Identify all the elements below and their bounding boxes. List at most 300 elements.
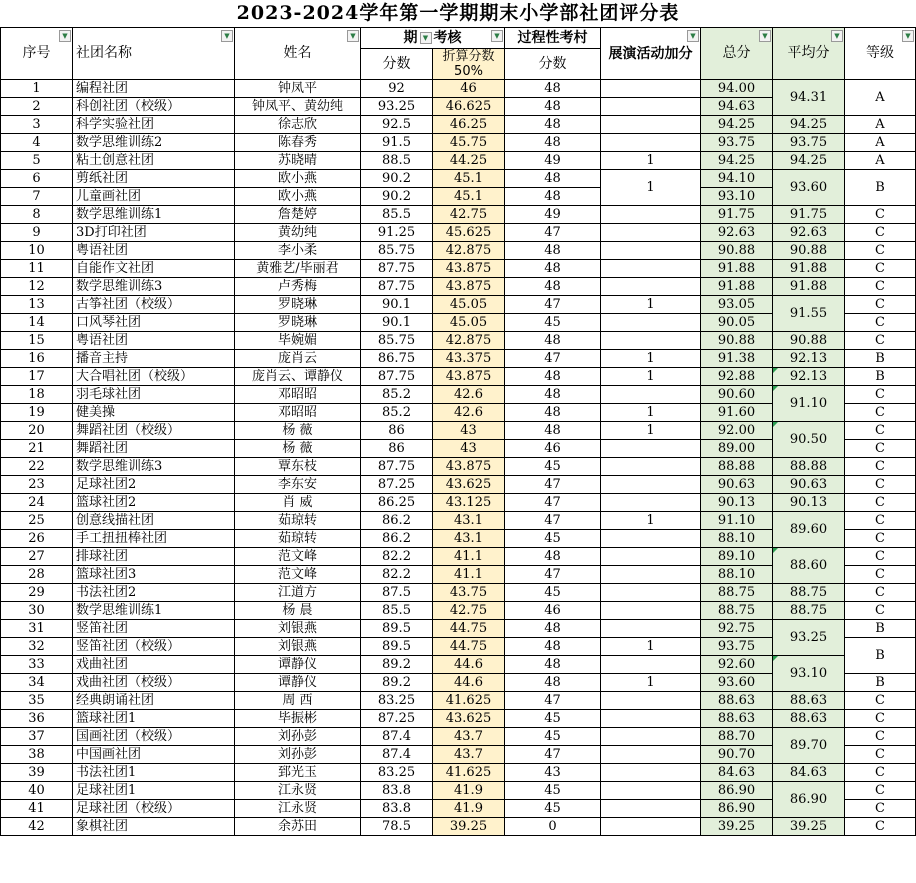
cell-process[interactable]: 47 xyxy=(505,746,601,764)
cell-grade[interactable]: C xyxy=(845,566,916,584)
cell-converted[interactable]: 43.875 xyxy=(433,458,505,476)
cell-total[interactable]: 94.63 xyxy=(701,98,773,116)
filter-dropdown-icon[interactable]: ▼ xyxy=(221,30,233,42)
cell-bonus[interactable] xyxy=(601,530,701,548)
cell-converted[interactable]: 44.6 xyxy=(433,656,505,674)
cell-name[interactable]: 毕婉媚 xyxy=(235,332,361,350)
cell-converted[interactable]: 43.1 xyxy=(433,530,505,548)
cell-grade[interactable]: C xyxy=(845,260,916,278)
cell-total[interactable]: 93.75 xyxy=(701,638,773,656)
cell-seq[interactable]: 36 xyxy=(1,710,73,728)
cell-club[interactable]: 竖笛社团（校级） xyxy=(73,638,235,656)
cell-total[interactable]: 92.88 xyxy=(701,368,773,386)
cell-bonus[interactable]: 1 xyxy=(601,170,701,206)
cell-avg[interactable] xyxy=(773,512,845,548)
header-grade[interactable] xyxy=(845,28,916,80)
cell-process[interactable]: 48 xyxy=(505,548,601,566)
cell-seq[interactable]: 19 xyxy=(1,404,73,422)
cell-club[interactable]: 中国画社团 xyxy=(73,746,235,764)
header-name[interactable] xyxy=(235,28,361,80)
cell-seq[interactable]: 16 xyxy=(1,350,73,368)
cell-seq[interactable]: 10 xyxy=(1,242,73,260)
cell-club[interactable]: 书法社团2 xyxy=(73,584,235,602)
cell-process[interactable]: 48 xyxy=(505,242,601,260)
cell-converted[interactable]: 43.1 xyxy=(433,512,505,530)
cell-bonus[interactable] xyxy=(601,206,701,224)
cell-grade[interactable]: C xyxy=(845,602,916,620)
cell-bonus[interactable] xyxy=(601,332,701,350)
cell-process[interactable]: 48 xyxy=(505,170,601,188)
filter-dropdown-icon[interactable]: ▼ xyxy=(420,32,432,44)
cell-score[interactable]: 89.2 xyxy=(361,656,433,674)
cell-club[interactable]: 剪纸社团 xyxy=(73,170,235,188)
cell-seq[interactable]: 34 xyxy=(1,674,73,692)
cell-converted[interactable]: 45.625 xyxy=(433,224,505,242)
cell-club[interactable]: 古筝社团（校级） xyxy=(73,296,235,314)
cell-grade[interactable]: B xyxy=(845,620,916,638)
cell-process[interactable]: 45 xyxy=(505,710,601,728)
cell-seq[interactable]: 31 xyxy=(1,620,73,638)
cell-bonus[interactable] xyxy=(601,800,701,818)
cell-grade[interactable]: C xyxy=(845,386,916,404)
cell-process[interactable]: 48 xyxy=(505,368,601,386)
cell-club[interactable]: 篮球社团1 xyxy=(73,710,235,728)
cell-score[interactable]: 89.2 xyxy=(361,674,433,692)
cell-process[interactable]: 48 xyxy=(505,386,601,404)
cell-score[interactable]: 86.75 xyxy=(361,350,433,368)
cell-bonus[interactable] xyxy=(601,764,701,782)
cell-process[interactable]: 48 xyxy=(505,674,601,692)
cell-club[interactable]: 国画社团（校级） xyxy=(73,728,235,746)
cell-score[interactable]: 93.25 xyxy=(361,98,433,116)
cell-club[interactable]: 竖笛社团 xyxy=(73,620,235,638)
cell-total[interactable]: 89.00 xyxy=(701,440,773,458)
cell-seq[interactable]: 30 xyxy=(1,602,73,620)
cell-name[interactable]: 庞肖云 xyxy=(235,350,361,368)
cell-grade[interactable]: C xyxy=(845,296,916,314)
cell-name[interactable]: 茹琼转 xyxy=(235,530,361,548)
cell-total[interactable]: 90.70 xyxy=(701,746,773,764)
cell-club[interactable]: 手工扭扭棒社团 xyxy=(73,530,235,548)
cell-total[interactable]: 84.63 xyxy=(701,764,773,782)
cell-bonus[interactable]: 1 xyxy=(601,512,701,530)
cell-seq[interactable]: 37 xyxy=(1,728,73,746)
cell-avg[interactable] xyxy=(773,242,845,260)
cell-grade[interactable]: B xyxy=(845,638,916,674)
cell-bonus[interactable]: 1 xyxy=(601,296,701,314)
cell-score[interactable]: 85.75 xyxy=(361,332,433,350)
header-club[interactable] xyxy=(73,28,235,80)
cell-total[interactable]: 86.90 xyxy=(701,782,773,800)
header-avg[interactable] xyxy=(773,28,845,80)
cell-name[interactable]: 刘银燕 xyxy=(235,620,361,638)
cell-club[interactable]: 舞蹈社团（校级） xyxy=(73,422,235,440)
cell-bonus[interactable] xyxy=(601,620,701,638)
cell-converted[interactable]: 43.625 xyxy=(433,710,505,728)
cell-grade[interactable]: C xyxy=(845,440,916,458)
cell-total[interactable]: 93.75 xyxy=(701,134,773,152)
cell-score[interactable]: 78.5 xyxy=(361,818,433,836)
cell-avg[interactable] xyxy=(773,584,845,602)
cell-club[interactable]: 数学思维训练3 xyxy=(73,458,235,476)
cell-score[interactable]: 87.4 xyxy=(361,746,433,764)
cell-name[interactable]: 卢秀梅 xyxy=(235,278,361,296)
cell-seq[interactable]: 9 xyxy=(1,224,73,242)
cell-total[interactable]: 89.10 xyxy=(701,548,773,566)
cell-converted[interactable]: 42.75 xyxy=(433,206,505,224)
cell-process[interactable]: 47 xyxy=(505,224,601,242)
cell-name[interactable]: 范文峰 xyxy=(235,548,361,566)
cell-club[interactable]: 象棋社团 xyxy=(73,818,235,836)
cell-score[interactable]: 87.75 xyxy=(361,260,433,278)
cell-score[interactable]: 83.8 xyxy=(361,800,433,818)
cell-seq[interactable]: 6 xyxy=(1,170,73,188)
cell-avg[interactable] xyxy=(773,368,845,386)
cell-converted[interactable]: 42.875 xyxy=(433,332,505,350)
cell-avg[interactable] xyxy=(773,692,845,710)
cell-total[interactable]: 88.75 xyxy=(701,602,773,620)
cell-total[interactable]: 93.60 xyxy=(701,674,773,692)
cell-converted[interactable]: 42.875 xyxy=(433,242,505,260)
cell-grade[interactable]: C xyxy=(845,800,916,818)
cell-bonus[interactable] xyxy=(601,440,701,458)
cell-bonus[interactable] xyxy=(601,458,701,476)
cell-grade[interactable]: C xyxy=(845,764,916,782)
cell-seq[interactable]: 22 xyxy=(1,458,73,476)
cell-bonus[interactable] xyxy=(601,476,701,494)
cell-process[interactable]: 45 xyxy=(505,458,601,476)
cell-name[interactable]: 范文峰 xyxy=(235,566,361,584)
cell-seq[interactable]: 24 xyxy=(1,494,73,512)
cell-bonus[interactable] xyxy=(601,242,701,260)
cell-bonus[interactable]: 1 xyxy=(601,638,701,656)
cell-total[interactable]: 94.10 xyxy=(701,170,773,188)
cell-bonus[interactable] xyxy=(601,278,701,296)
cell-avg[interactable] xyxy=(773,620,845,656)
cell-converted[interactable]: 43.875 xyxy=(433,278,505,296)
cell-name[interactable]: 茹琼转 xyxy=(235,512,361,530)
cell-grade[interactable]: C xyxy=(845,512,916,530)
cell-process[interactable]: 48 xyxy=(505,116,601,134)
cell-converted[interactable]: 43 xyxy=(433,422,505,440)
cell-seq[interactable]: 3 xyxy=(1,116,73,134)
filter-dropdown-icon[interactable]: ▼ xyxy=(759,30,771,42)
cell-seq[interactable]: 1 xyxy=(1,80,73,98)
cell-score[interactable]: 89.5 xyxy=(361,620,433,638)
cell-club[interactable]: 羽毛球社团 xyxy=(73,386,235,404)
cell-process[interactable]: 48 xyxy=(505,620,601,638)
cell-process[interactable]: 49 xyxy=(505,206,601,224)
cell-avg[interactable] xyxy=(773,476,845,494)
cell-club[interactable]: 足球社团1 xyxy=(73,782,235,800)
cell-bonus[interactable]: 1 xyxy=(601,404,701,422)
cell-total[interactable]: 93.10 xyxy=(701,188,773,206)
cell-name[interactable]: 钟凤平、黄幼纯 xyxy=(235,98,361,116)
cell-total[interactable]: 91.88 xyxy=(701,260,773,278)
cell-process[interactable]: 48 xyxy=(505,638,601,656)
cell-converted[interactable]: 41.625 xyxy=(433,764,505,782)
cell-process[interactable]: 45 xyxy=(505,782,601,800)
cell-grade[interactable]: C xyxy=(845,458,916,476)
cell-club[interactable]: 编程社团 xyxy=(73,80,235,98)
cell-converted[interactable]: 39.25 xyxy=(433,818,505,836)
cell-score[interactable]: 88.5 xyxy=(361,152,433,170)
cell-club[interactable]: 舞蹈社团 xyxy=(73,440,235,458)
cell-bonus[interactable] xyxy=(601,566,701,584)
cell-grade[interactable]: C xyxy=(845,404,916,422)
cell-name[interactable]: 江永贤 xyxy=(235,800,361,818)
cell-total[interactable]: 88.10 xyxy=(701,566,773,584)
cell-avg[interactable] xyxy=(773,710,845,728)
cell-club[interactable]: 健美操 xyxy=(73,404,235,422)
cell-process[interactable]: 45 xyxy=(505,530,601,548)
header-total[interactable] xyxy=(701,28,773,80)
cell-bonus[interactable] xyxy=(601,98,701,116)
cell-name[interactable]: 徐志欣 xyxy=(235,116,361,134)
cell-score[interactable]: 87.4 xyxy=(361,728,433,746)
cell-process[interactable]: 48 xyxy=(505,404,601,422)
cell-club[interactable]: 粘土创意社团 xyxy=(73,152,235,170)
cell-name[interactable]: 庞肖云、谭静仪 xyxy=(235,368,361,386)
cell-total[interactable]: 90.88 xyxy=(701,332,773,350)
cell-seq[interactable]: 4 xyxy=(1,134,73,152)
cell-seq[interactable]: 12 xyxy=(1,278,73,296)
cell-name[interactable]: 江永贤 xyxy=(235,782,361,800)
cell-grade[interactable]: C xyxy=(845,278,916,296)
cell-name[interactable]: 邓昭昭 xyxy=(235,404,361,422)
cell-total[interactable]: 88.75 xyxy=(701,584,773,602)
cell-avg[interactable] xyxy=(773,170,845,206)
cell-name[interactable]: 刘孙彭 xyxy=(235,746,361,764)
cell-name[interactable]: 欧小燕 xyxy=(235,170,361,188)
cell-avg[interactable] xyxy=(773,782,845,818)
cell-process[interactable]: 48 xyxy=(505,656,601,674)
cell-name[interactable]: 覃东枝 xyxy=(235,458,361,476)
cell-process[interactable]: 45 xyxy=(505,584,601,602)
cell-bonus[interactable] xyxy=(601,386,701,404)
cell-score[interactable]: 91.25 xyxy=(361,224,433,242)
cell-bonus[interactable] xyxy=(601,692,701,710)
cell-club[interactable]: 数学思维训练1 xyxy=(73,206,235,224)
cell-name[interactable]: 李小柔 xyxy=(235,242,361,260)
cell-avg[interactable] xyxy=(773,386,845,422)
filter-dropdown-icon[interactable]: ▼ xyxy=(831,30,843,42)
cell-bonus[interactable] xyxy=(601,314,701,332)
cell-converted[interactable]: 42.6 xyxy=(433,404,505,422)
cell-name[interactable]: 欧小燕 xyxy=(235,188,361,206)
cell-avg[interactable] xyxy=(773,206,845,224)
filter-dropdown-icon[interactable]: ▼ xyxy=(902,30,914,42)
cell-converted[interactable]: 41.1 xyxy=(433,548,505,566)
cell-total[interactable]: 92.00 xyxy=(701,422,773,440)
cell-score[interactable]: 90.1 xyxy=(361,314,433,332)
cell-seq[interactable]: 29 xyxy=(1,584,73,602)
cell-total[interactable]: 92.60 xyxy=(701,656,773,674)
cell-grade[interactable]: C xyxy=(845,746,916,764)
cell-score[interactable]: 92.5 xyxy=(361,116,433,134)
cell-seq[interactable]: 42 xyxy=(1,818,73,836)
cell-avg[interactable] xyxy=(773,134,845,152)
cell-total[interactable]: 91.88 xyxy=(701,278,773,296)
cell-process[interactable]: 48 xyxy=(505,134,601,152)
cell-converted[interactable]: 42.75 xyxy=(433,602,505,620)
cell-seq[interactable]: 39 xyxy=(1,764,73,782)
cell-club[interactable]: 足球社团（校级） xyxy=(73,800,235,818)
cell-name[interactable]: 毕振彬 xyxy=(235,710,361,728)
cell-avg[interactable] xyxy=(773,818,845,836)
cell-avg[interactable] xyxy=(773,548,845,584)
cell-score[interactable]: 87.75 xyxy=(361,368,433,386)
cell-club[interactable]: 播音主持 xyxy=(73,350,235,368)
cell-total[interactable]: 88.88 xyxy=(701,458,773,476)
cell-bonus[interactable] xyxy=(601,134,701,152)
cell-converted[interactable]: 43.75 xyxy=(433,584,505,602)
cell-process[interactable]: 48 xyxy=(505,98,601,116)
cell-name[interactable]: 杨 晨 xyxy=(235,602,361,620)
cell-process[interactable]: 45 xyxy=(505,728,601,746)
cell-bonus[interactable] xyxy=(601,548,701,566)
cell-bonus[interactable] xyxy=(601,602,701,620)
cell-process[interactable]: 45 xyxy=(505,314,601,332)
cell-avg[interactable] xyxy=(773,224,845,242)
cell-score[interactable]: 86.25 xyxy=(361,494,433,512)
cell-grade[interactable]: C xyxy=(845,584,916,602)
cell-name[interactable]: 杨 薇 xyxy=(235,422,361,440)
cell-club[interactable]: 大合唱社团（校级） xyxy=(73,368,235,386)
cell-score[interactable]: 85.75 xyxy=(361,242,433,260)
cell-grade[interactable]: C xyxy=(845,728,916,746)
cell-score[interactable]: 86.2 xyxy=(361,512,433,530)
cell-club[interactable]: 口风琴社团 xyxy=(73,314,235,332)
cell-total[interactable]: 90.13 xyxy=(701,494,773,512)
cell-total[interactable]: 91.10 xyxy=(701,512,773,530)
cell-score[interactable]: 85.2 xyxy=(361,386,433,404)
cell-grade[interactable]: B xyxy=(845,350,916,368)
cell-seq[interactable]: 7 xyxy=(1,188,73,206)
cell-score[interactable]: 85.5 xyxy=(361,602,433,620)
cell-grade[interactable]: C xyxy=(845,692,916,710)
cell-grade[interactable]: A xyxy=(845,152,916,170)
cell-process[interactable]: 47 xyxy=(505,476,601,494)
cell-score[interactable]: 86 xyxy=(361,440,433,458)
cell-process[interactable]: 48 xyxy=(505,260,601,278)
cell-score[interactable]: 87.25 xyxy=(361,710,433,728)
cell-seq[interactable]: 8 xyxy=(1,206,73,224)
cell-seq[interactable]: 28 xyxy=(1,566,73,584)
cell-grade[interactable]: A xyxy=(845,116,916,134)
cell-total[interactable]: 94.25 xyxy=(701,116,773,134)
cell-bonus[interactable] xyxy=(601,656,701,674)
cell-score[interactable]: 90.1 xyxy=(361,296,433,314)
cell-club[interactable]: 科创社团（校级） xyxy=(73,98,235,116)
cell-name[interactable]: 杨 薇 xyxy=(235,440,361,458)
cell-club[interactable]: 数学思维训练1 xyxy=(73,602,235,620)
cell-score[interactable]: 91.5 xyxy=(361,134,433,152)
cell-bonus[interactable]: 1 xyxy=(601,422,701,440)
cell-score[interactable]: 89.5 xyxy=(361,638,433,656)
cell-bonus[interactable] xyxy=(601,782,701,800)
cell-total[interactable]: 94.25 xyxy=(701,152,773,170)
cell-converted[interactable]: 43.875 xyxy=(433,260,505,278)
cell-seq[interactable]: 15 xyxy=(1,332,73,350)
cell-grade[interactable]: C xyxy=(845,494,916,512)
cell-avg[interactable] xyxy=(773,332,845,350)
cell-seq[interactable]: 14 xyxy=(1,314,73,332)
cell-grade[interactable]: C xyxy=(845,224,916,242)
cell-converted[interactable]: 43.375 xyxy=(433,350,505,368)
cell-process[interactable]: 49 xyxy=(505,152,601,170)
cell-avg[interactable] xyxy=(773,350,845,368)
cell-name[interactable]: 黄幼纯 xyxy=(235,224,361,242)
header-exam-group[interactable] xyxy=(361,28,505,49)
cell-converted[interactable]: 45.05 xyxy=(433,296,505,314)
cell-name[interactable]: 苏晓晴 xyxy=(235,152,361,170)
cell-converted[interactable]: 46 xyxy=(433,80,505,98)
cell-seq[interactable]: 26 xyxy=(1,530,73,548)
cell-name[interactable]: 李东安 xyxy=(235,476,361,494)
cell-avg[interactable] xyxy=(773,278,845,296)
cell-grade[interactable]: C xyxy=(845,782,916,800)
cell-seq[interactable]: 32 xyxy=(1,638,73,656)
cell-score[interactable]: 86 xyxy=(361,422,433,440)
cell-converted[interactable]: 44.75 xyxy=(433,620,505,638)
cell-name[interactable]: 罗晓琳 xyxy=(235,296,361,314)
cell-process[interactable]: 47 xyxy=(505,566,601,584)
cell-score[interactable]: 87.25 xyxy=(361,476,433,494)
cell-process[interactable]: 0 xyxy=(505,818,601,836)
cell-process[interactable]: 46 xyxy=(505,602,601,620)
cell-club[interactable]: 篮球社团2 xyxy=(73,494,235,512)
cell-seq[interactable]: 5 xyxy=(1,152,73,170)
cell-club[interactable]: 创意线描社团 xyxy=(73,512,235,530)
cell-total[interactable]: 90.88 xyxy=(701,242,773,260)
cell-seq[interactable]: 17 xyxy=(1,368,73,386)
cell-seq[interactable]: 18 xyxy=(1,386,73,404)
cell-grade[interactable]: B xyxy=(845,368,916,386)
cell-score[interactable]: 87.75 xyxy=(361,278,433,296)
cell-name[interactable]: 余苏田 xyxy=(235,818,361,836)
cell-bonus[interactable] xyxy=(601,116,701,134)
cell-club[interactable]: 经典朗诵社团 xyxy=(73,692,235,710)
cell-bonus[interactable] xyxy=(601,728,701,746)
cell-bonus[interactable] xyxy=(601,818,701,836)
cell-grade[interactable]: C xyxy=(845,818,916,836)
cell-grade[interactable]: C xyxy=(845,530,916,548)
cell-converted[interactable]: 44.25 xyxy=(433,152,505,170)
cell-total[interactable]: 88.63 xyxy=(701,692,773,710)
cell-name[interactable]: 邓昭昭 xyxy=(235,386,361,404)
cell-bonus[interactable] xyxy=(601,80,701,98)
cell-total[interactable]: 91.60 xyxy=(701,404,773,422)
cell-avg[interactable] xyxy=(773,458,845,476)
cell-seq[interactable]: 25 xyxy=(1,512,73,530)
filter-dropdown-icon[interactable]: ▼ xyxy=(59,30,71,42)
cell-avg[interactable] xyxy=(773,260,845,278)
cell-bonus[interactable] xyxy=(601,584,701,602)
cell-name[interactable]: 谭静仪 xyxy=(235,674,361,692)
cell-total[interactable]: 88.70 xyxy=(701,728,773,746)
cell-process[interactable]: 47 xyxy=(505,512,601,530)
cell-club[interactable]: 戏曲社团（校级） xyxy=(73,674,235,692)
cell-total[interactable]: 92.75 xyxy=(701,620,773,638)
cell-name[interactable]: 江道方 xyxy=(235,584,361,602)
cell-grade[interactable]: C xyxy=(845,548,916,566)
cell-seq[interactable]: 13 xyxy=(1,296,73,314)
cell-grade[interactable]: C xyxy=(845,206,916,224)
cell-converted[interactable]: 43 xyxy=(433,440,505,458)
cell-bonus[interactable] xyxy=(601,710,701,728)
cell-total[interactable]: 39.25 xyxy=(701,818,773,836)
